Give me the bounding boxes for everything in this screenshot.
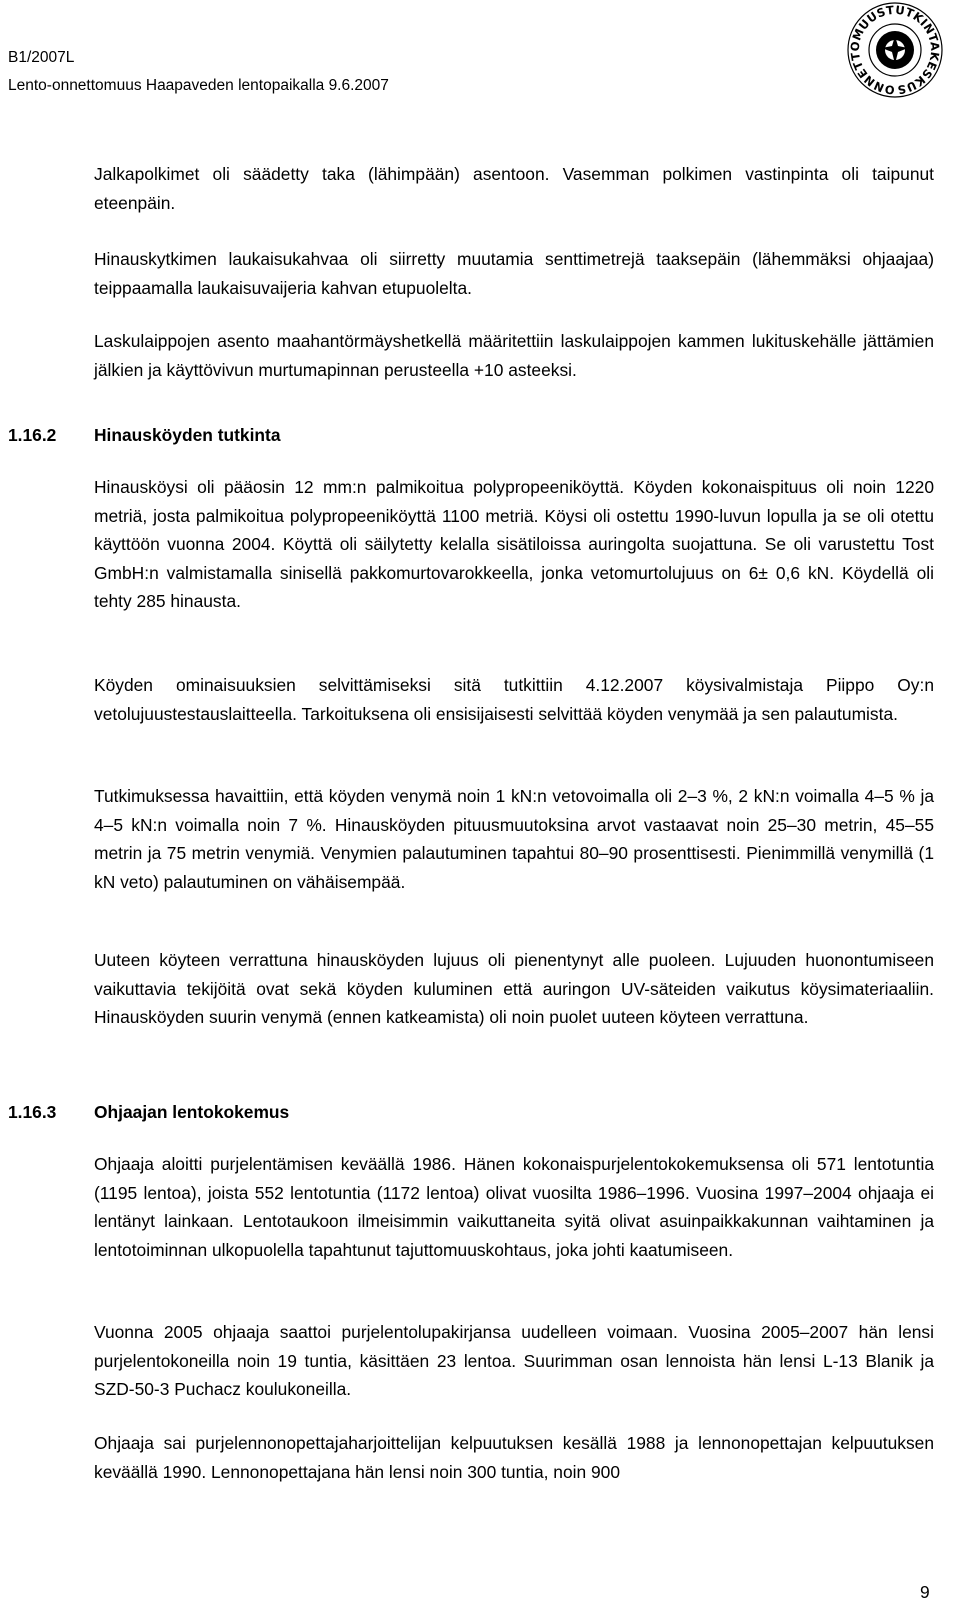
paragraph-pilot-recent: Vuonna 2005 ohjaaja saattoi purjelentolupakirjansa uudelleen voimaan. Vuosina 2005–2007 hän lensi purjelentokoneilla noin 19 tuntia, käsittäen 23 lentoa. Suurimman osan lennoista hän lensi L-13 Blanik ja SZD-50-3 Puchacz koulukoneilla. xyxy=(94,1322,934,1399)
seal-ring-text: ONNETTOMUUSTUTKINTAKESKUS xyxy=(847,2,943,98)
paragraph-rope-testing: Köyden ominaisuuksien selvittämiseksi sitä tutkittiin 4.12.2007 köysivalmistaja Piippo Oy:n vetolujuustestauslaitteella. Tarkoituksena oli ensisijaisesti selvittää köyden venymää ja sen palautumista. xyxy=(94,675,934,724)
section-title: Ohjaajan lentokokemus xyxy=(94,1102,290,1122)
onnettomuustutkintakeskus-seal-icon xyxy=(838,0,952,104)
section-number: 1.16.3 xyxy=(8,1102,57,1122)
report-subtitle: Lento-onnettomuus Haapaveden lentopaikalla 9.6.2007 xyxy=(8,77,389,94)
page-number: 9 xyxy=(920,1582,930,1602)
section-number: 1.16.2 xyxy=(8,425,57,445)
section-title: Hinausköyden tutkinta xyxy=(94,425,281,445)
paragraph-pedals: Jalkapolkimet oli säädetty taka (lähimpään) asentoon. Vasemman polkimen vastinpinta oli taipunut eteenpäin. xyxy=(94,164,934,213)
paragraph-rope-strength: Uuteen köyteen verrattuna hinausköyden lujuus oli pienentynyt alle puoleen. Lujuuden huonontumiseen vaikuttavia tekijöitä ovat sekä köyden kuluminen että auringon UV-säteiden vaikutus köysimateriaaliin. Hinausköyden suurin venymä (ennen katkeamista) oli noin puolet uuteen köyteen verrattuna. xyxy=(94,950,934,1027)
paragraph-rope-elongation: Tutkimuksessa havaittiin, että köyden venymä noin 1 kN:n vetovoimalla oli 2–3 %, 2 kN:n voimalla 4–5 % ja 4–5 kN:n voimalla noin 7 %. Hinausköyden pituusmuutoksina arvot vastaavat noin 25–30 metrin, 45–55 metrin ja 75 metrin venymiä. Venymien palautuminen tapahtui 80–90 prosenttisesti. Pienimmillä venymillä (1 kN veto) palautuminen on vähäisempää. xyxy=(94,786,934,892)
section-heading-tow-rope xyxy=(8,421,281,449)
paragraph-rope-description: Hinausköysi oli pääosin 12 mm:n palmikoitua polypropeeniköyttä. Köyden kokonaispituus oli noin 1220 metriä, josta palmikoitua polypropeeniköyttä 1100 metriä. Köysi oli ostettu 1990-luvun lopulla ja se oli otettu käyttöön vuonna 2004. Köyttä oli säilytetty kelalla sisätiloissa auringolta suojattuna. Se oli varustettu Tost GmbH:n valmistamalla sinisellä pakkomurtovarokkeella, jonka vetomurtolujuus on 6± 0,6 kN. Köydellä oli tehty 285 hinausta. xyxy=(94,477,934,611)
report-id: B1/2007L xyxy=(8,49,75,66)
page-header xyxy=(8,44,389,100)
paragraph-pilot-instructor: Ohjaaja sai purjelennonopettajaharjoittelijan kelpuutuksen kesällä 1988 ja lennonopettajan kelpuutuksen keväällä 1990. Lennonopettajana hän lensi noin 300 tuntia, noin 900 xyxy=(94,1433,934,1482)
paragraph-flaps: Laskulaippojen asento maahantörmäyshetkellä määritettiin laskulaippojen kammen lukituskehälle jättämien jälkien ja käyttövivun murtumapinnan perusteella +10 asteeksi. xyxy=(94,331,934,380)
paragraph-tow-release: Hinauskytkimen laukaisukahvaa oli siirretty muutamia senttimetrejä taaksepäin (lähemmäksi ohjaajaa) teippaamalla laukaisuvaijeria kahvan etupuolelta. xyxy=(94,249,934,298)
paragraph-pilot-history: Ohjaaja aloitti purjelentämisen keväällä 1986. Hänen kokonaispurjelentokokemuksensa oli 571 lentotuntia (1195 lentoa), joista 552 lentotuntia (1172 lentoa) olivat vuosilta 1986–1996. Vuosina 1997–2004 ohjaaja ei lentänyt lainkaan. Lentotaukoon ilmeisimmin vaikuttaneita syitä olivat asuinpaikkakunnan vaihtaminen ja lentotoiminnan ulkopuolella tapahtunut tajuttomuuskohtaus, joka johti kaatumiseen. xyxy=(94,1154,934,1260)
section-heading-pilot-experience xyxy=(8,1098,289,1126)
